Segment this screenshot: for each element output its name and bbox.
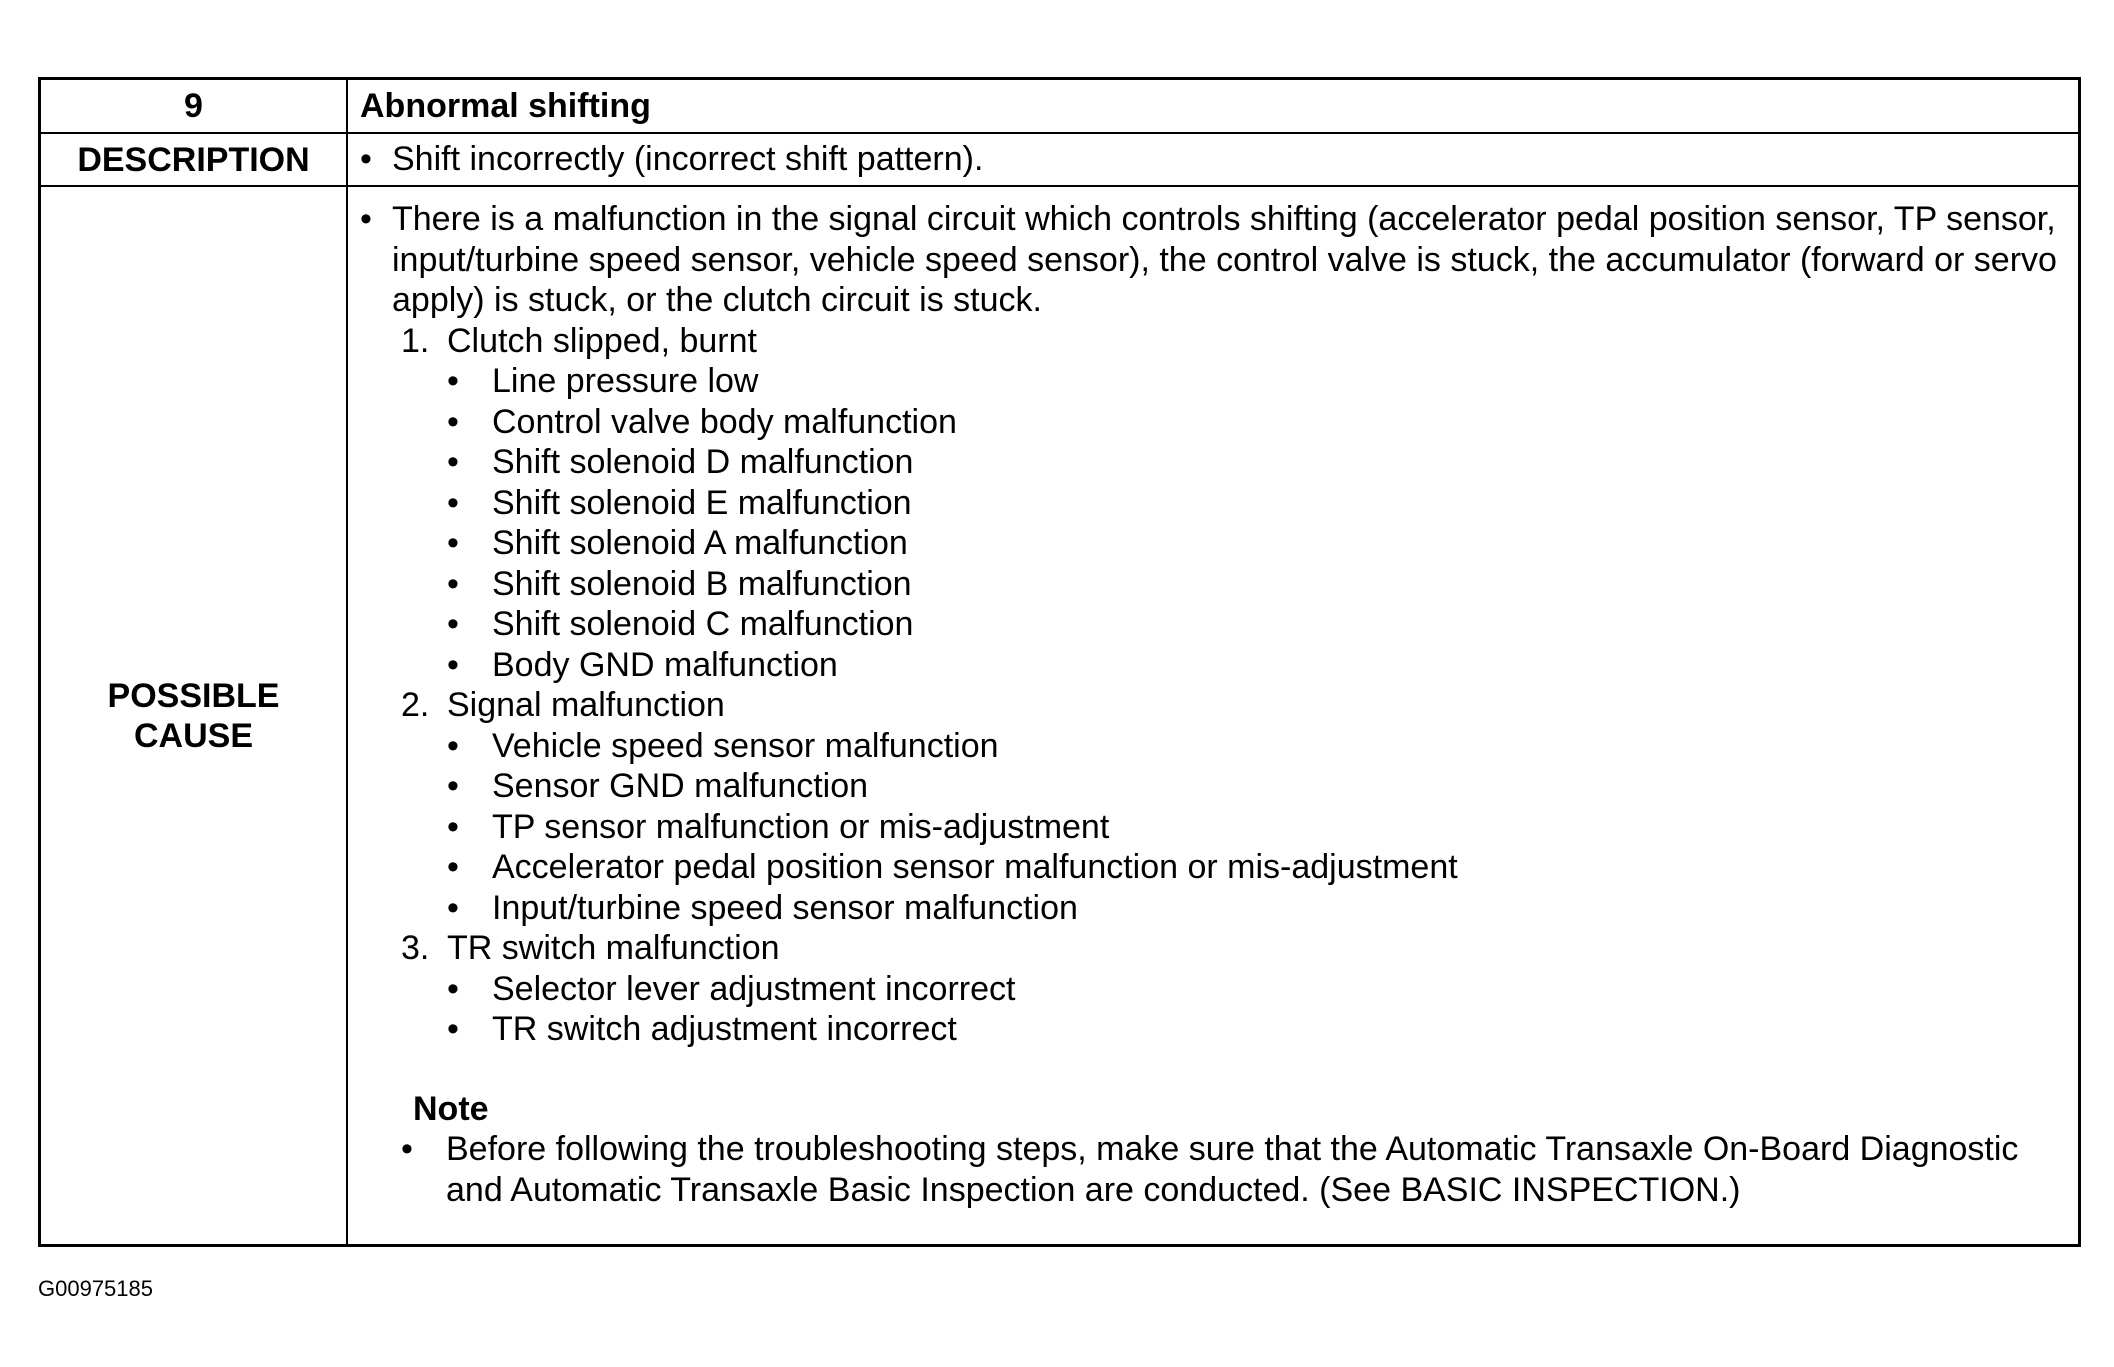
list-item xyxy=(447,483,2078,524)
list-item-text: Body GND malfunction xyxy=(492,645,838,684)
list-item xyxy=(447,807,2078,848)
group-title-text: TR switch malfunction xyxy=(447,929,780,967)
note-item xyxy=(401,1129,2078,1210)
description-item xyxy=(348,140,983,179)
list-item-text: Shift solenoid D malfunction xyxy=(492,443,914,481)
table-number-cell xyxy=(41,80,348,134)
cause-group-1 xyxy=(401,321,2078,686)
note-heading: Note xyxy=(413,1089,489,1128)
group-number: 2. xyxy=(401,686,430,724)
list-item xyxy=(447,361,2078,402)
bullet-icon: • xyxy=(401,1130,413,1168)
list-item xyxy=(447,888,2078,929)
possible-cause-cell xyxy=(348,187,2078,1244)
bullet-icon: • xyxy=(447,969,459,1008)
bullet-icon: • xyxy=(447,726,459,765)
bullet-icon: • xyxy=(447,402,459,441)
cause-intro-text: There is a malfunction in the signal circuit which controls shifting (accelerator pedal position sensor, TP sensor, input/turbine speed sensor, vehicle speed sensor), the control valve is stuck, the accumulator (forward or servo apply) is stuck, or the clutch circuit is stuck. xyxy=(392,200,2057,319)
bullet-icon: • xyxy=(447,848,459,886)
possible-cause-label: POSSIBLE CAUSE xyxy=(107,676,280,755)
table-title: Abnormal shifting xyxy=(360,86,651,125)
bullet-icon: • xyxy=(447,888,459,927)
bullet-icon: • xyxy=(447,483,459,522)
bullet-icon: • xyxy=(447,1010,459,1048)
bullet-icon: • xyxy=(447,605,459,643)
list-item xyxy=(447,442,2078,483)
group-title-text: Clutch slipped, burnt xyxy=(447,321,757,360)
list-item-text: Shift solenoid C malfunction xyxy=(492,605,914,643)
bullet-icon: • xyxy=(360,140,372,178)
note-text: Before following the troubleshooting steps, make sure that the Automatic Transaxle On-Board Diagnostic and Automatic Transaxle Basic Inspection are conducted. (See BASIC INSPECTION.) xyxy=(446,1130,2019,1209)
cause-intro xyxy=(348,199,2078,321)
table-number: 9 xyxy=(184,87,203,125)
list-item-text: Selector lever adjustment incorrect xyxy=(492,969,1016,1008)
description-text: Shift incorrectly (incorrect shift pattern). xyxy=(392,140,984,178)
cause-group-title xyxy=(401,685,2078,726)
troubleshooting-table xyxy=(38,77,2081,1247)
list-item xyxy=(447,564,2078,605)
bullet-icon: • xyxy=(447,807,459,846)
list-item-text: Shift solenoid E malfunction xyxy=(492,483,912,522)
bullet-icon: • xyxy=(360,200,372,238)
group-number: 1. xyxy=(401,321,430,360)
description-cell xyxy=(348,134,2078,187)
bullet-icon: • xyxy=(447,524,459,562)
bullet-icon: • xyxy=(447,564,459,603)
list-item-text: TP sensor malfunction or mis-adjustment xyxy=(492,807,1110,846)
list-item xyxy=(447,766,2078,807)
cause-group-2 xyxy=(401,685,2078,928)
list-item xyxy=(447,1009,2078,1050)
list-item xyxy=(447,847,2078,888)
list-item-text: Control valve body malfunction xyxy=(492,402,957,441)
list-item-text: Input/turbine speed sensor malfunction xyxy=(492,888,1078,927)
list-item xyxy=(447,604,2078,645)
table-title-cell xyxy=(348,80,2078,134)
bullet-icon: • xyxy=(447,362,459,400)
list-item-text: Shift solenoid B malfunction xyxy=(492,564,912,603)
list-item xyxy=(447,523,2078,564)
list-item-text: Vehicle speed sensor malfunction xyxy=(492,726,999,765)
figure-id: G00975185 xyxy=(38,1276,153,1301)
list-item xyxy=(447,969,2078,1010)
list-item-text: Line pressure low xyxy=(492,362,759,400)
list-item-text: TR switch adjustment incorrect xyxy=(492,1010,957,1048)
cause-group-title xyxy=(401,321,2078,362)
description-label: DESCRIPTION xyxy=(77,140,310,179)
list-item xyxy=(447,402,2078,443)
list-item-text: Accelerator pedal position sensor malfunction or mis-adjustment xyxy=(492,848,1458,886)
possible-cause-label-cell xyxy=(41,187,348,1244)
list-item-text: Shift solenoid A malfunction xyxy=(492,524,908,562)
list-item xyxy=(447,726,2078,767)
cause-group-3 xyxy=(401,928,2078,1050)
list-item xyxy=(447,645,2078,686)
group-number: 3. xyxy=(401,929,430,967)
list-item-text: Sensor GND malfunction xyxy=(492,767,869,805)
bullet-icon: • xyxy=(447,443,459,481)
cause-group-title xyxy=(401,928,2078,969)
bullet-icon: • xyxy=(447,767,459,805)
group-title-text: Signal malfunction xyxy=(447,686,725,724)
description-label-cell xyxy=(41,134,348,187)
bullet-icon: • xyxy=(447,645,459,684)
